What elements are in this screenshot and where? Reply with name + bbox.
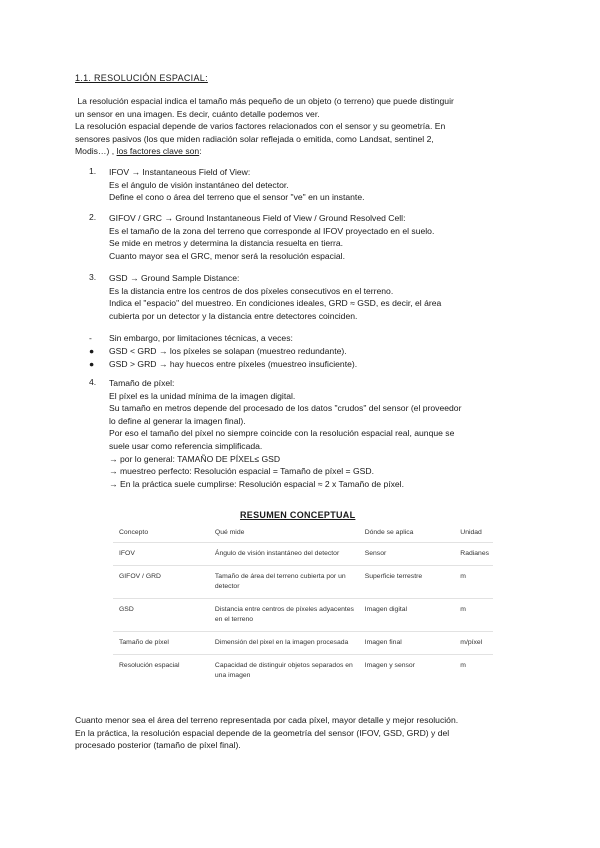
list-number: 1. [89,166,97,176]
intro-line: sensores pasivos (los que miden radiación solar reflejada o emitida, como Landsat, sentinel 2, [75,133,434,144]
bullet-item [75,358,530,371]
bullet-text: GSD < GRD → los píxeles se solapan (muestreo redundante). [109,346,347,356]
factor-line: Cuanto mayor sea el GRC, menor será la resolución espacial. [109,250,345,261]
table-row [113,655,493,688]
list-number: 4. [89,377,97,387]
factor-title: IFOV → Instantaneous Field of View: [109,167,251,177]
table-cell: Superficie terrestre [359,566,455,599]
table-cell: Distancia entre centros de píxeles adyacentes en el terreno [209,599,359,632]
table-cell: Ángulo de visión instantáneo del detector [209,543,359,566]
factor-title: GSD → Ground Sample Distance: [109,273,240,283]
column-header: Qué mide [209,524,359,543]
column-header: Unidad [454,524,493,543]
conclusion-line: procesado posterior (tamaño de píxel final). [75,740,241,751]
list-number: 3. [89,272,97,282]
table-cell: Tamaño de área del terreno cubierta por un detector [209,566,359,599]
table-cell: Tamaño de píxel [113,632,209,655]
intro-paragraph [75,95,530,158]
table-cell: Resolución espacial [119,662,180,669]
intro-line: un sensor en una imagen. Es decir, cuánto detalle podemos ver. [75,108,320,119]
factor-line: → En la práctica suele cumplirse: Resolución espacial ≈ 2 x Tamaño de píxel. [109,478,404,489]
bullet-text: GSD > GRD → hay huecos entre píxeles (muestreo insuficiente). [109,359,358,369]
table-cell: Radianes [454,543,493,566]
factor-title: GIFOV / GRC → Ground Instantaneous Field of View / Ground Resolved Cell: [109,213,406,223]
summary-title: RESUMEN CONCEPTUAL [240,510,356,520]
factor-line: Su tamaño en metros depende del procesado de los datos "crudos" del sensor (el proveedor [109,403,462,414]
conclusion-line: Cuanto menor sea el área del terreno representada por cada píxel, mayor detalle y mejor resolución. [75,715,459,725]
factor-line: Es el tamaño de la zona del terreno que corresponde al IFOV proyectado en el suelo. [109,225,435,236]
section-heading: 1.1. RESOLUCIÓN ESPACIAL: [75,73,208,83]
table-row [113,566,493,599]
intro-line: La resolución espacial indica el tamaño más pequeño de un objeto (o terreno) que puede distinguir [75,96,454,106]
intro-line-suffix: : [199,146,202,157]
factor-line: Es la distancia entre los centros de dos píxeles consecutivos en el terreno. [109,285,394,296]
bullet-dot-icon: ● [89,359,95,369]
list-number: 2. [89,212,97,222]
dash-marker: - [89,333,92,343]
table-header-row [113,524,493,543]
table-row [113,632,493,655]
table-cell: Dimensión del pixel en la imagen procesada [209,632,359,655]
table-cell: Sensor [359,543,455,566]
column-header: Dónde se aplica [359,524,455,543]
table-cell: Imagen y sensor [364,662,415,669]
table-cell: m [460,662,466,669]
table-cell: Capacidad de distinguir objetos separados en una imagen [214,662,353,679]
table-row [113,599,493,632]
table-cell: m/píxel [454,632,493,655]
factor-line: lo define al generar la imagen final). [109,415,246,426]
column-header: Concepto [113,524,209,543]
factor-line: Es el ángulo de visión instantáneo del detector. [109,179,289,190]
factor-line: Define el cono o área del terreno que el sensor "ve" en un instante. [109,192,365,203]
key-factors-link-text: los factores clave son [116,146,200,157]
table-cell: Imagen final [359,632,455,655]
bullet-item [75,332,530,345]
factor-line: Indica el "espacio" del muestreo. En condiciones ideales, GRD ≈ GSD, es decir, el área [109,298,442,309]
bullet-item [75,345,530,358]
factor-line: cubierta por un detector y la distancia entre detectores coinciden. [109,310,358,321]
table-cell: m [454,566,493,599]
conclusion-line: En la práctica, la resolución espacial depende de la geometría del sensor (IFOV, GSD, GRD) y del [75,727,450,738]
intro-line-prefix: Modis…) , [75,146,117,157]
factor-line: Se mide en metros y determina la distancia resuelta en tierra. [109,238,344,249]
summary-table [113,524,493,687]
table-row [113,543,493,566]
factor-title: Tamaño de píxel: [109,378,175,388]
table-cell: m [454,599,493,632]
conclusion-paragraph [75,714,535,752]
factor-line: El píxel es la unidad mínima de la imagen digital. [109,390,296,401]
factor-line: suele usar como referencia simplificada. [109,440,263,451]
bullet-dot-icon: ● [89,346,95,356]
factor-line: → muestreo perfecto: Resolución espacial = Tamaño de píxel = GSD. [109,466,374,477]
factor-line: → por lo general: TAMAÑO DE PÍXEL≤ GSD [109,453,281,464]
factor-line: Por eso el tamaño del píxel no siempre coincide con la resolución espacial real, aunque se [109,428,455,439]
table-cell: IFOV [113,543,209,566]
table-cell: GSD [113,599,209,632]
table-cell: GIFOV / GRD [113,566,209,599]
table-cell: Imagen digital [359,599,455,632]
bullet-text: Sin embargo, por limitaciones técnicas, a veces: [109,333,293,343]
intro-line: La resolución espacial depende de varios factores relacionados con el sensor y su geometría. En [75,121,446,132]
